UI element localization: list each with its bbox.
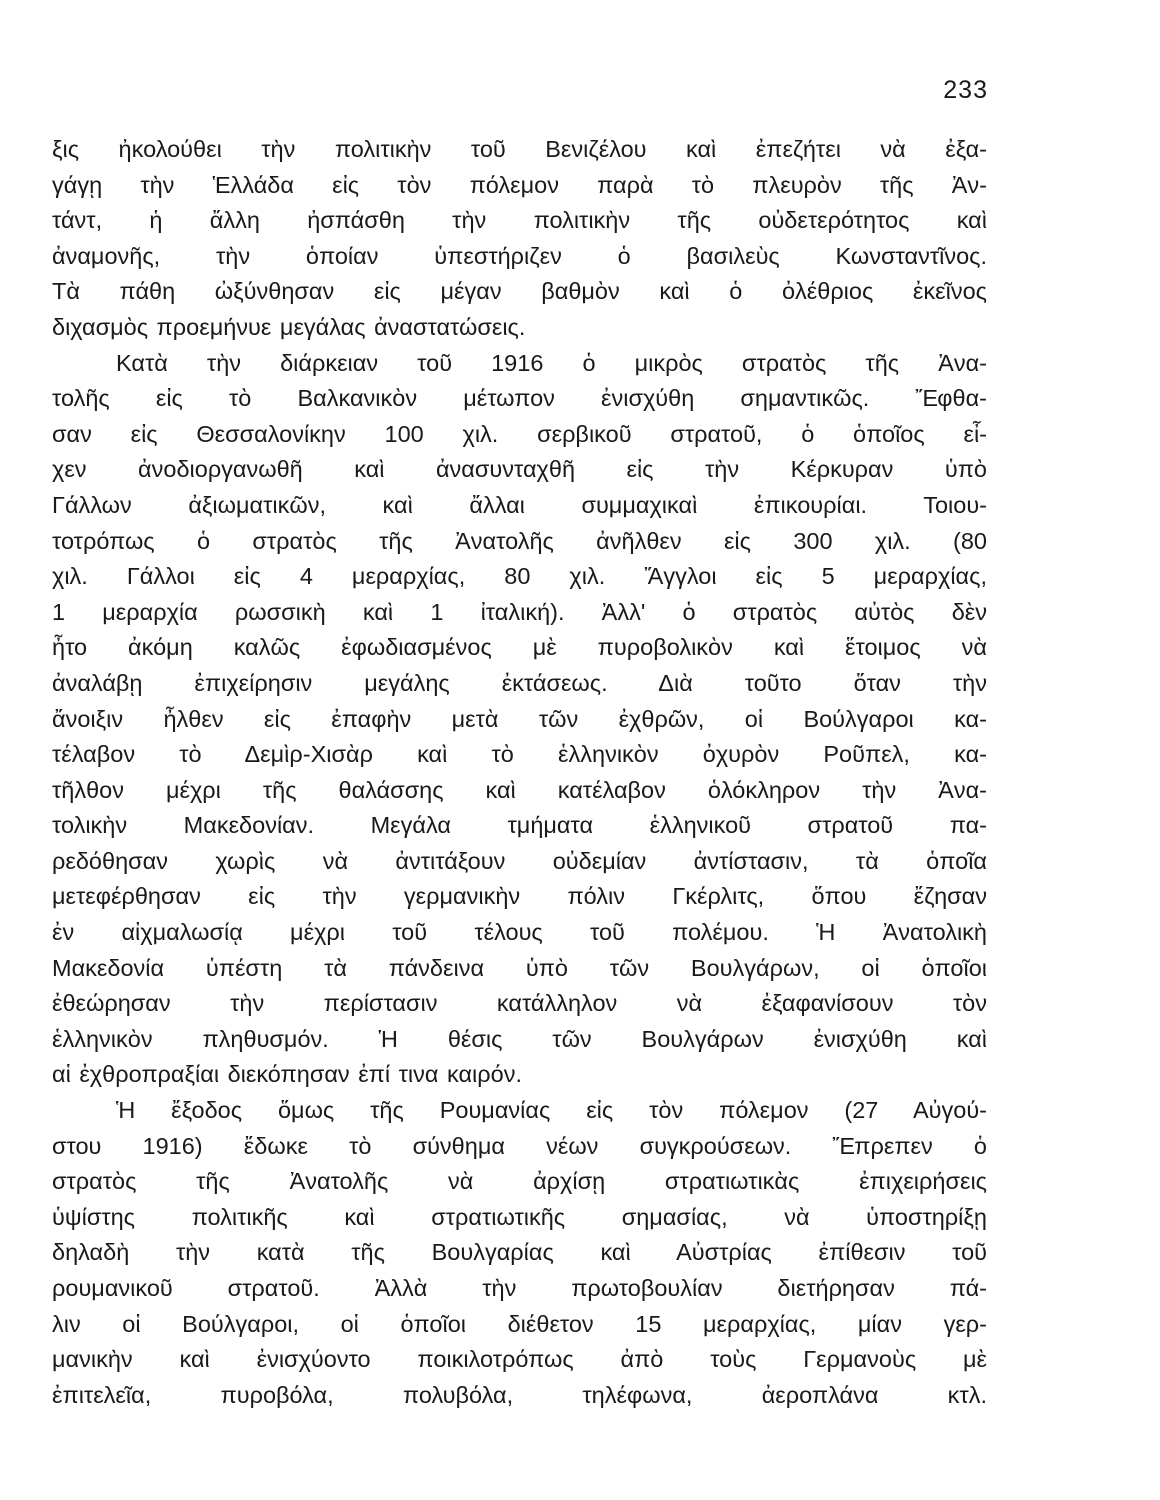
text-line: δηλαδὴ τὴν κατὰ τῆς Βουλγαρίας καὶ Αὐστρίας ἐπίθεσιν τοῦ xyxy=(52,1239,987,1266)
text-line: στρατὸς τῆς Ἀνατολῆς νὰ ἀρχίσῃ στρατιωτικὰς ἐπιχειρήσεις xyxy=(52,1168,987,1195)
text-line: ξις ἠκολούθει τὴν πολιτικὴν τοῦ Βενιζέλου καὶ ἐπεζήτει νὰ ἐξα- xyxy=(52,136,987,162)
text-line: ρουμανικοῦ στρατοῦ. Ἀλλὰ τὴν πρωτοβουλίαν διετήρησαν πά- xyxy=(52,1275,987,1301)
text-line: γάγῃ τὴν Ἑλλάδα εἰς τὸν πόλεμον παρὰ τὸ πλευρὸν τῆς Ἀν- xyxy=(52,171,987,198)
body-text xyxy=(52,132,987,1413)
text-line: Ἡ ἔξοδος ὅμως τῆς Ρουμανίας εἰς τὸν πόλεμον (27 Αὐγού- xyxy=(116,1097,987,1124)
text-line: ἀναλάβῃ ἐπιχείρησιν μεγάλης ἐκτάσεως. Διὰ τοῦτο ὅταν τὴν xyxy=(52,669,987,696)
text-line: ἐθεώρησαν τὴν περίστασιν κατάλληλον νὰ ἐξαφανίσουν τὸν xyxy=(52,990,987,1017)
text-line: τολικὴν Μακεδονίαν. Μεγάλα τμήματα ἑλληνικοῦ στρατοῦ πα- xyxy=(52,812,987,839)
text-line: ὑψίστης πολιτικῆς καὶ στρατιωτικῆς σημασίας, νὰ ὑποστηρίξῃ xyxy=(52,1203,987,1230)
text-line: αἱ ἐχθροπραξίαι διεκόπησαν ἐπί τινα καιρόν. xyxy=(52,1061,522,1088)
text-line: τέλαβον τὸ Δεμὶρ-Χισὰρ καὶ τὸ ἑλληνικὸν ὀχυρὸν Ροῦπελ, κα- xyxy=(52,741,987,768)
text-line: τῆλθον μέχρι τῆς θαλάσσης καὶ κατέλαβον ὁλόκληρον τὴν Ἀνα- xyxy=(52,776,987,803)
page-number: 233 xyxy=(943,76,988,104)
text-line: 1 μεραρχία ρωσσικὴ καὶ 1 ἰταλική). Ἀλλ' ὁ στρατὸς αὐτὸς δὲν xyxy=(52,598,987,625)
text-line: Τὰ πάθη ὠξύνθησαν εἰς μέγαν βαθμὸν καὶ ὁ ὀλέθριος ἐκεῖνος xyxy=(52,278,987,305)
text-line: σαν εἰς Θεσσαλονίκην 100 χιλ. σερβικοῦ στρατοῦ, ὁ ὁποῖος εἶ- xyxy=(52,420,987,447)
text-line: ἀναμονῆς, τὴν ὁποίαν ὑπεστήριζεν ὁ βασιλεὺς Κωνσταντῖνος. xyxy=(52,242,987,269)
text-line: χιλ. Γάλλοι εἰς 4 μεραρχίας, 80 χιλ. Ἄγγλοι εἰς 5 μεραρχίας, xyxy=(52,563,987,590)
text-line: ρεδόθησαν χωρὶς νὰ ἀντιτάξουν οὐδεμίαν ἀντίστασιν, τὰ ὁποῖα xyxy=(52,847,987,874)
text-line: ἐπιτελεῖα, πυροβόλα, πολυβόλα, τηλέφωνα, ἀεροπλάνα κτλ. xyxy=(52,1381,987,1408)
text-line: ἐν αἰχμαλωσίᾳ μέχρι τοῦ τέλους τοῦ πολέμου. Ἡ Ἀνατολικὴ xyxy=(52,919,987,946)
text-line: στου 1916) ἔδωκε τὸ σύνθημα νέων συγκρούσεων. Ἔπρεπεν ὁ xyxy=(52,1132,987,1159)
text-line: Κατὰ τὴν διάρκειαν τοῦ 1916 ὁ μικρὸς στρατὸς τῆς Ἀνα- xyxy=(116,349,987,376)
text-line: τοτρόπως ὁ στρατὸς τῆς Ἀνατολῆς ἀνῆλθεν εἰς 300 χιλ. (80 xyxy=(52,527,987,554)
text-line: ἄνοιξιν ἦλθεν εἰς ἐπαφὴν μετὰ τῶν ἐχθρῶν, οἱ Βούλγαροι κα- xyxy=(52,705,987,732)
text-line: χεν ἀνοδιοργανωθῆ καὶ ἀνασυνταχθῆ εἰς τὴν Κέρκυραν ὑπὸ xyxy=(52,456,987,483)
text-line: μανικὴν καὶ ἐνισχύοντο ποικιλοτρόπως ἀπὸ τοὺς Γερμανοὺς μὲ xyxy=(52,1346,987,1373)
text-line: τολῆς εἰς τὸ Βαλκανικὸν μέτωπον ἐνισχύθη σημαντικῶς. Ἔφθα- xyxy=(52,385,987,412)
text-line: διχασμὸς προεμήνυε μεγάλας ἀναστατώσεις. xyxy=(52,313,526,340)
text-line: λιν οἱ Βούλγαροι, οἱ ὁποῖοι διέθετον 15 μεραρχίας, μίαν γερ- xyxy=(52,1310,987,1337)
text-line: ἦτο ἀκόμη καλῶς ἐφωδιασμένος μὲ πυροβολικὸν καὶ ἕτοιμος νὰ xyxy=(52,634,987,661)
text-line: Γάλλων ἀξιωματικῶν, καὶ ἄλλαι συμμαχικαὶ ἐπικουρίαι. Τοιου- xyxy=(52,491,987,518)
text-line: ἑλληνικὸν πληθυσμόν. Ἡ θέσις τῶν Βουλγάρων ἐνισχύθη καὶ xyxy=(52,1025,987,1052)
text-line: μετεφέρθησαν εἰς τὴν γερμανικὴν πόλιν Γκέρλιτς, ὅπου ἔζησαν xyxy=(52,883,987,910)
text-line: Μακεδονία ὑπέστη τὰ πάνδεινα ὑπὸ τῶν Βουλγάρων, οἱ ὁποῖοι xyxy=(52,954,987,981)
text-line: τάντ, ἡ ἄλλη ἠσπάσθη τὴν πολιτικὴν τῆς οὐδετερότητος καὶ xyxy=(52,207,987,234)
